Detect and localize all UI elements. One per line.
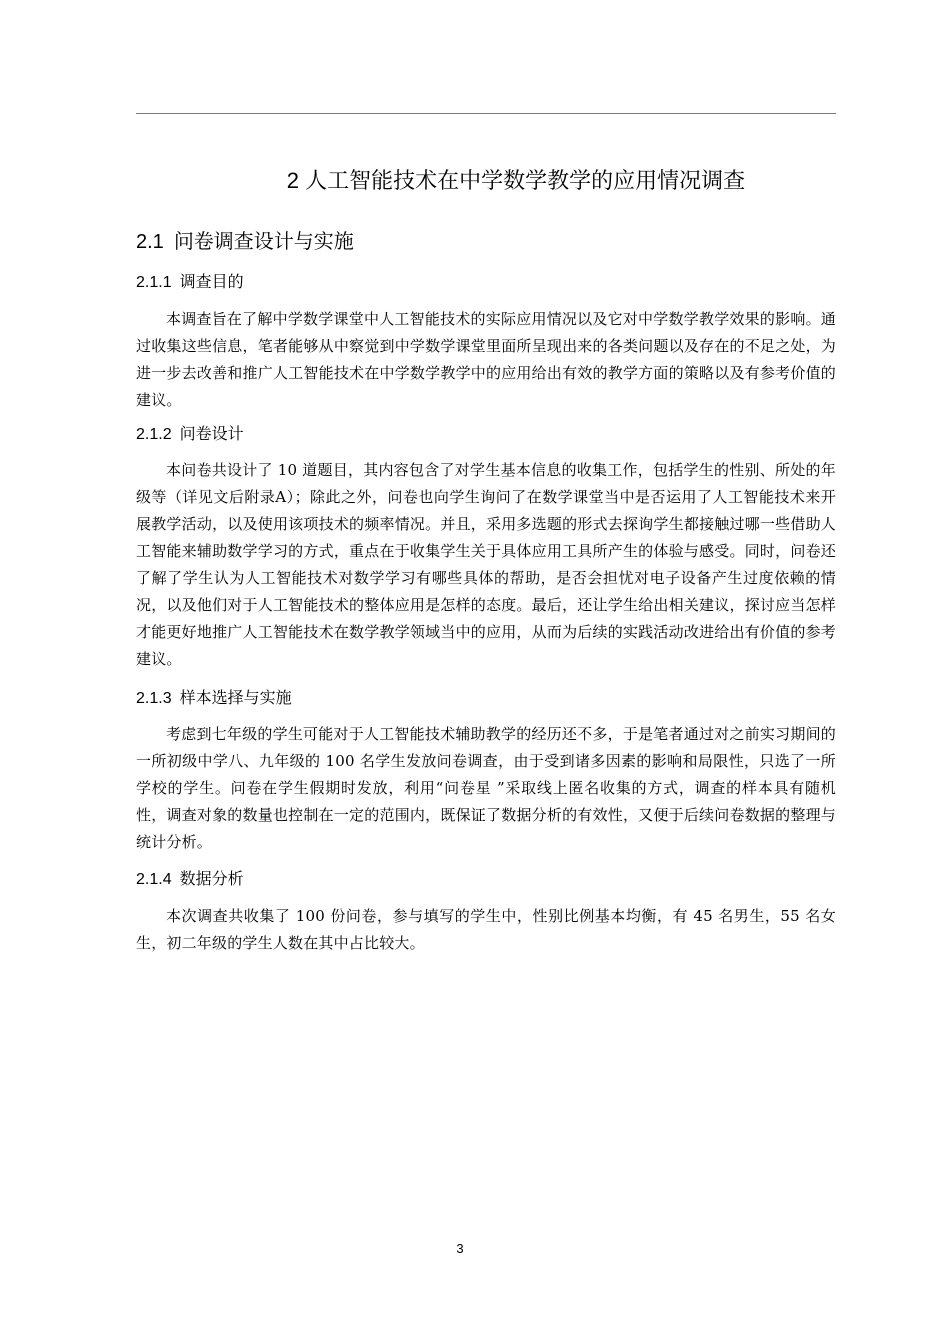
section-title-text: 问卷调查设计与实施 bbox=[173, 231, 354, 253]
subsection-title-analysis bbox=[136, 869, 244, 891]
subsection-title-text: 样本选择与实施 bbox=[179, 690, 292, 707]
subsection-title-text: 问卷设计 bbox=[179, 426, 244, 443]
subsection-number: 2.1.1 bbox=[136, 274, 172, 291]
subsection-number: 2.1.2 bbox=[136, 426, 172, 443]
chapter-number: 2 bbox=[286, 168, 300, 193]
paragraph-analysis: 本次调查共收集了 100 份问卷，参与填写的学生中，性别比例基本均衡，有 45 名男生，55 名女生，初二年级的学生人数在其中占比较大。 bbox=[136, 907, 836, 952]
subsection-number: 2.1.3 bbox=[136, 690, 172, 707]
paragraph-design: 本问卷共设计了 10 道题目，其内容包含了对学生基本信息的收集工作，包括学生的性别、所处的年级等（详见文后附录A）；除此之外，问卷也向学生询问了在数学课堂当中是否运用了人工智能技术来开展教学活动，以及使用该项技术的频率情况。并且，采用多选题的形式去探询学生都接触过哪一些借助人工智能来辅助数学学习的方式，重点在于收集学生关于具体应用工具所产生的体验与感受。同时，问卷还了解了学生认为人工智能技术对数学学习有哪些具体的帮助，是否会担忧对电子设备产生过度依赖的情况，以及他们对于人工智能技术的整体应用是怎样的态度。最后，还让学生给出相关建议，探讨应当怎样才能更好地推广人工智能技术在数学教学领域当中的应用，从而为后续的实践活动改进给出有价值的参考建议。 bbox=[136, 461, 836, 668]
subsection-title-sample bbox=[136, 688, 292, 710]
section-title bbox=[136, 228, 354, 256]
section-number: 2.1 bbox=[136, 231, 164, 253]
header-rule bbox=[136, 113, 836, 114]
chapter-title-text: 人工智能技术在中学数学教学的应用情况调查 bbox=[305, 168, 746, 193]
paragraph-sample: 考虑到七年级的学生可能对于人工智能技术辅助教学的经历还不多，于是笔者通过对之前实习期间的一所初级中学八、九年级的 100 名学生发放问卷调查，由于受到诸多因素的影响和局限性，只选了一所学校的学生。问卷在学生假期时发放，利用“问卷星 ”采取线上匿名收集的方式，调查的样本具有随机性，调查对象的数量也控制在一定的范围内，既保证了数据分析的有效性，又便于后续问卷数据的整理与统计分析。 bbox=[136, 725, 836, 851]
chapter-title bbox=[136, 166, 836, 196]
paragraph-purpose: 本调查旨在了解中学数学课堂中人工智能技术的实际应用情况以及它对中学数学教学效果的影响。通过收集这些信息，笔者能够从中察觉到中学数学课堂里面所呈现出来的各类问题以及存在的不足之处，为进一步去改善和推广人工智能技术在中学数学教学中的应用给出有效的教学方面的策略以及有参考价值的建议。 bbox=[136, 310, 836, 409]
subsection-title-text: 调查目的 bbox=[179, 274, 244, 291]
subsection-title-purpose bbox=[136, 272, 244, 294]
subsection-number: 2.1.4 bbox=[136, 871, 172, 888]
subsection-title-design bbox=[136, 424, 244, 446]
subsection-title-text: 数据分析 bbox=[179, 871, 244, 888]
page-number: 3 bbox=[456, 1241, 464, 1256]
